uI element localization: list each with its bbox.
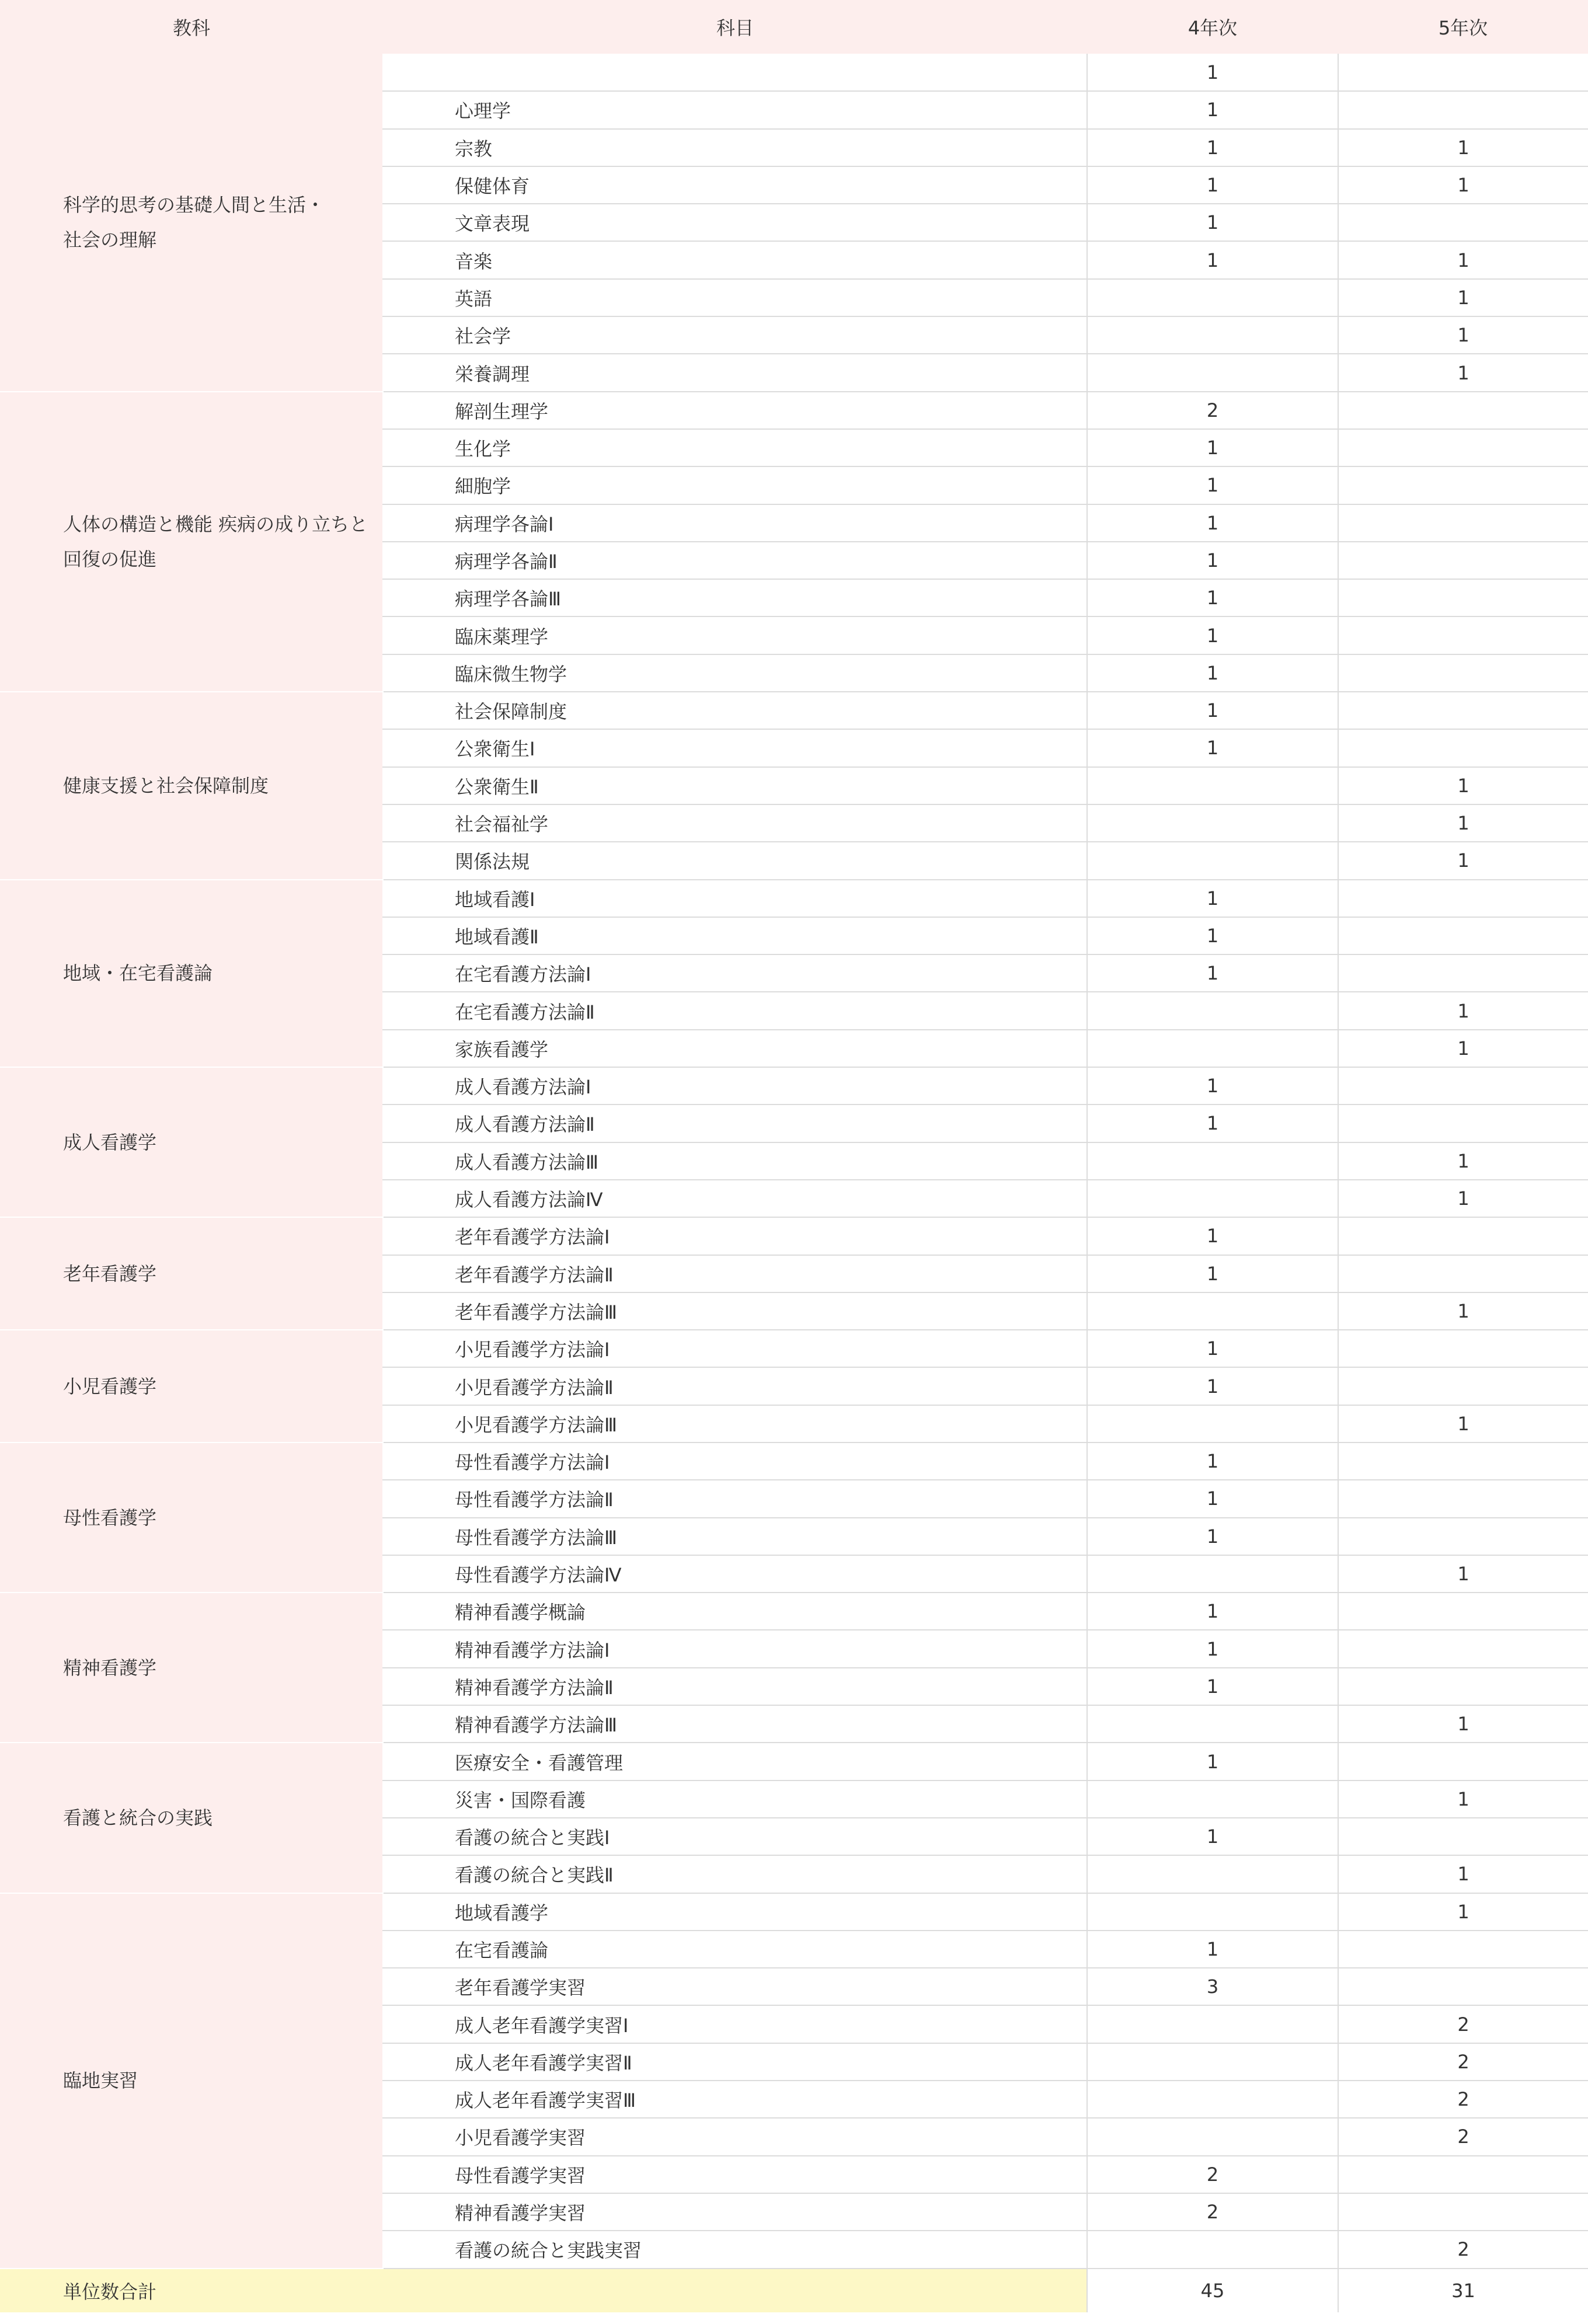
units-year5: 2 bbox=[1338, 2043, 1588, 2081]
course-name: 小児看護学方法論Ⅲ bbox=[383, 1405, 1087, 1443]
course-name: 社会保障制度 bbox=[383, 692, 1087, 729]
subject-label: 母性看護学 bbox=[63, 1506, 157, 1529]
course-name: 臨床薬理学 bbox=[383, 616, 1087, 654]
units-year5 bbox=[1338, 917, 1588, 954]
subject-label: 人体の構造と機能 疾病の成り立ちと bbox=[63, 513, 368, 535]
units-year4 bbox=[1087, 804, 1338, 842]
course-name: 地域看護Ⅰ bbox=[383, 880, 1087, 917]
units-year4: 1 bbox=[1087, 466, 1338, 504]
course-name: 母性看護学方法論Ⅲ bbox=[383, 1518, 1087, 1555]
total-row bbox=[0, 2269, 1588, 2312]
subject-label: 地域・在宅看護論 bbox=[63, 962, 213, 985]
units-year5 bbox=[1338, 466, 1588, 504]
course-name: 地域看護学 bbox=[383, 1893, 1087, 1931]
course-name: 災害・国際看護 bbox=[383, 1781, 1087, 1818]
units-year5: 1 bbox=[1338, 166, 1588, 204]
units-year4 bbox=[1087, 767, 1338, 804]
units-year4: 1 bbox=[1087, 1668, 1338, 1705]
units-year5: 1 bbox=[1338, 842, 1588, 879]
units-year5: 1 bbox=[1338, 1781, 1588, 1818]
units-year5 bbox=[1338, 204, 1588, 241]
subject-label: 科学的思考の基礎人間と生活・ bbox=[63, 193, 325, 216]
course-name: 病理学各論Ⅲ bbox=[383, 579, 1087, 616]
units-year4: 1 bbox=[1087, 241, 1338, 278]
course-name: 小児看護学方法論Ⅱ bbox=[383, 1367, 1087, 1405]
units-year5 bbox=[1338, 2193, 1588, 2231]
subject-cell bbox=[0, 1893, 383, 2269]
course-name: 精神看護学実習 bbox=[383, 2193, 1087, 2231]
subject-cell bbox=[0, 1593, 383, 1743]
units-year5: 1 bbox=[1338, 1030, 1588, 1067]
table-footer bbox=[0, 2269, 1588, 2312]
course-name: 英語 bbox=[383, 279, 1087, 316]
units-year4 bbox=[1087, 1555, 1338, 1593]
course-name: 解剖生理学 bbox=[383, 392, 1087, 429]
course-name: 生化学 bbox=[383, 429, 1087, 466]
units-year4: 1 bbox=[1087, 504, 1338, 542]
units-year4: 1 bbox=[1087, 1443, 1338, 1480]
units-year4: 1 bbox=[1087, 654, 1338, 692]
units-year5 bbox=[1338, 729, 1588, 766]
units-year5 bbox=[1338, 1330, 1588, 1367]
units-year5 bbox=[1338, 1367, 1588, 1405]
units-year4 bbox=[1087, 1142, 1338, 1180]
course-name: 老年看護学実習 bbox=[383, 1968, 1087, 2005]
units-year4: 1 bbox=[1087, 1818, 1338, 1855]
units-year4: 1 bbox=[1087, 1217, 1338, 1255]
units-year5: 1 bbox=[1338, 992, 1588, 1029]
course-name: 栄養調理 bbox=[383, 354, 1087, 391]
units-year5 bbox=[1338, 1668, 1588, 1705]
units-year5 bbox=[1338, 1255, 1588, 1292]
header-row bbox=[0, 0, 1588, 54]
units-year4: 1 bbox=[1087, 880, 1338, 917]
units-year4: 1 bbox=[1087, 429, 1338, 466]
units-year5: 1 bbox=[1338, 804, 1588, 842]
units-year5: 2 bbox=[1338, 2081, 1588, 2118]
units-year4 bbox=[1087, 1705, 1338, 1743]
course-name: 病理学各論Ⅰ bbox=[383, 504, 1087, 542]
units-year4 bbox=[1087, 1781, 1338, 1818]
units-year5 bbox=[1338, 1067, 1588, 1104]
units-year5 bbox=[1338, 504, 1588, 542]
subject-cell bbox=[0, 1330, 383, 1443]
course-name: 成人看護方法論Ⅱ bbox=[383, 1104, 1087, 1142]
units-year4: 1 bbox=[1087, 542, 1338, 579]
course-name: 看護の統合と実践Ⅱ bbox=[383, 1855, 1087, 1893]
course-name: 精神看護学方法論Ⅱ bbox=[383, 1668, 1087, 1705]
units-year4: 2 bbox=[1087, 2156, 1338, 2193]
units-year4 bbox=[1087, 2043, 1338, 2081]
units-year4 bbox=[1087, 842, 1338, 879]
subject-cell bbox=[0, 1067, 383, 1217]
units-year5: 1 bbox=[1338, 1180, 1588, 1217]
units-year4: 1 bbox=[1087, 204, 1338, 241]
subject-label: 健康支援と社会保障制度 bbox=[63, 774, 269, 797]
units-year5: 1 bbox=[1338, 767, 1588, 804]
units-year4: 1 bbox=[1087, 692, 1338, 729]
table-row bbox=[0, 1217, 1588, 1255]
course-name: 保健体育 bbox=[383, 166, 1087, 204]
units-year4 bbox=[1087, 1292, 1338, 1330]
subject-cell bbox=[0, 1743, 383, 1893]
units-year4: 1 bbox=[1087, 954, 1338, 992]
units-year5 bbox=[1338, 1217, 1588, 1255]
units-year4 bbox=[1087, 1030, 1338, 1067]
course-name: 母性看護学実習 bbox=[383, 2156, 1087, 2193]
units-year4: 3 bbox=[1087, 1968, 1338, 2005]
units-year4 bbox=[1087, 1893, 1338, 1931]
course-name: 成人老年看護学実習Ⅱ bbox=[383, 2043, 1087, 2081]
table-row bbox=[0, 1330, 1588, 1367]
table-row bbox=[0, 880, 1588, 917]
units-year4: 1 bbox=[1087, 1367, 1338, 1405]
units-year4: 1 bbox=[1087, 1743, 1338, 1780]
units-year4 bbox=[1087, 2118, 1338, 2155]
course-name: 小児看護学方法論Ⅰ bbox=[383, 1330, 1087, 1367]
subject-cell bbox=[0, 1217, 383, 1330]
subject-label: 回復の促進 bbox=[63, 548, 157, 570]
header-year4: 4年次 bbox=[1087, 0, 1338, 54]
units-year5 bbox=[1338, 1743, 1588, 1780]
course-name: 医療安全・看護管理 bbox=[383, 1743, 1087, 1780]
table-row bbox=[0, 54, 1588, 91]
units-year5: 1 bbox=[1338, 1555, 1588, 1593]
units-year4: 1 bbox=[1087, 166, 1338, 204]
units-year4 bbox=[1087, 354, 1338, 391]
units-year4 bbox=[1087, 2081, 1338, 2118]
course-name: 宗教 bbox=[383, 129, 1087, 166]
units-year5 bbox=[1338, 542, 1588, 579]
course-name: 社会福祉学 bbox=[383, 804, 1087, 842]
course-name: 地域看護Ⅱ bbox=[383, 917, 1087, 954]
total-label: 単位数合計 bbox=[0, 2269, 1087, 2312]
total-year4: 45 bbox=[1087, 2269, 1338, 2312]
units-year4: 2 bbox=[1087, 2193, 1338, 2231]
units-year5 bbox=[1338, 579, 1588, 616]
table-row bbox=[0, 1893, 1588, 1931]
course-name: 成人看護方法論Ⅳ bbox=[383, 1180, 1087, 1217]
course-name: 母性看護学方法論Ⅳ bbox=[383, 1555, 1087, 1593]
units-year5 bbox=[1338, 1931, 1588, 1968]
course-name: 成人老年看護学実習Ⅲ bbox=[383, 2081, 1087, 2118]
course-name: 音楽 bbox=[383, 241, 1087, 278]
table-row bbox=[0, 1443, 1588, 1480]
course-name: 精神看護学方法論Ⅰ bbox=[383, 1630, 1087, 1667]
units-year4 bbox=[1087, 2005, 1338, 2043]
units-year5 bbox=[1338, 392, 1588, 429]
course-name: 母性看護学方法論Ⅱ bbox=[383, 1480, 1087, 1517]
course-name: 看護の統合と実践実習 bbox=[383, 2231, 1087, 2268]
units-year5 bbox=[1338, 880, 1588, 917]
units-year5 bbox=[1338, 1480, 1588, 1517]
units-year5: 1 bbox=[1338, 316, 1588, 354]
units-year4: 1 bbox=[1087, 1593, 1338, 1630]
subject-cell bbox=[0, 1443, 383, 1593]
units-year5: 1 bbox=[1338, 1855, 1588, 1893]
units-year4: 1 bbox=[1087, 729, 1338, 766]
units-year5: 2 bbox=[1338, 2231, 1588, 2268]
subject-label: 臨地実習 bbox=[63, 2069, 138, 2092]
units-year4: 2 bbox=[1087, 392, 1338, 429]
units-year5 bbox=[1338, 692, 1588, 729]
units-year5: 2 bbox=[1338, 2118, 1588, 2155]
course-name: 在宅看護方法論Ⅰ bbox=[383, 954, 1087, 992]
table-body bbox=[0, 54, 1588, 2269]
units-year5 bbox=[1338, 429, 1588, 466]
course-name: 老年看護学方法論Ⅰ bbox=[383, 1217, 1087, 1255]
table-row bbox=[0, 1593, 1588, 1630]
units-year5 bbox=[1338, 1593, 1588, 1630]
units-year5 bbox=[1338, 1443, 1588, 1480]
units-year4: 1 bbox=[1087, 1104, 1338, 1142]
units-year4 bbox=[1087, 1855, 1338, 1893]
table-row bbox=[0, 1743, 1588, 1780]
units-year4: 1 bbox=[1087, 616, 1338, 654]
table-row bbox=[0, 692, 1588, 729]
subject-cell bbox=[0, 54, 383, 392]
units-year4: 1 bbox=[1087, 1067, 1338, 1104]
course-name: 関係法規 bbox=[383, 842, 1087, 879]
header-year5: 5年次 bbox=[1338, 0, 1588, 54]
subject-label: 成人看護学 bbox=[63, 1131, 157, 1154]
units-year4: 1 bbox=[1087, 1255, 1338, 1292]
subject-label: 老年看護学 bbox=[63, 1262, 157, 1285]
units-year5: 1 bbox=[1338, 1142, 1588, 1180]
course-name: 社会学 bbox=[383, 316, 1087, 354]
units-year5 bbox=[1338, 1968, 1588, 2005]
table-row bbox=[0, 1067, 1588, 1104]
units-year4 bbox=[1087, 316, 1338, 354]
units-year5: 1 bbox=[1338, 1292, 1588, 1330]
units-year4: 1 bbox=[1087, 1630, 1338, 1667]
header-subject: 教科 bbox=[0, 0, 383, 54]
units-year5: 1 bbox=[1338, 279, 1588, 316]
units-year5: 1 bbox=[1338, 129, 1588, 166]
course-name: 成人老年看護学実習Ⅰ bbox=[383, 2005, 1087, 2043]
units-year5 bbox=[1338, 1818, 1588, 1855]
course-name: 家族看護学 bbox=[383, 1030, 1087, 1067]
course-name: 在宅看護方法論Ⅱ bbox=[383, 992, 1087, 1029]
units-year4 bbox=[1087, 2231, 1338, 2268]
subject-cell bbox=[0, 880, 383, 1067]
units-year4: 1 bbox=[1087, 54, 1338, 91]
units-year5 bbox=[1338, 54, 1588, 91]
course-name: 在宅看護論 bbox=[383, 1931, 1087, 1968]
course-name: 公衆衛生Ⅰ bbox=[383, 729, 1087, 766]
units-year4 bbox=[1087, 1405, 1338, 1443]
units-year4 bbox=[1087, 279, 1338, 316]
units-year5 bbox=[1338, 654, 1588, 692]
course-name: 細胞学 bbox=[383, 466, 1087, 504]
units-year5 bbox=[1338, 1630, 1588, 1667]
subject-cell bbox=[0, 392, 383, 692]
units-year5: 1 bbox=[1338, 354, 1588, 391]
units-year5 bbox=[1338, 2156, 1588, 2193]
course-name: 精神看護学概論 bbox=[383, 1593, 1087, 1630]
subject-label: 社会の理解 bbox=[63, 228, 157, 251]
course-name: 老年看護学方法論Ⅲ bbox=[383, 1292, 1087, 1330]
units-year4: 1 bbox=[1087, 1931, 1338, 1968]
units-year5 bbox=[1338, 954, 1588, 992]
course-name: 成人看護方法論Ⅰ bbox=[383, 1067, 1087, 1104]
course-name: 公衆衛生Ⅱ bbox=[383, 767, 1087, 804]
units-year4: 1 bbox=[1087, 917, 1338, 954]
units-year5: 2 bbox=[1338, 2005, 1588, 2043]
course-name: 母性看護学方法論Ⅰ bbox=[383, 1443, 1087, 1480]
table-header bbox=[0, 0, 1588, 54]
course-name: 老年看護学方法論Ⅱ bbox=[383, 1255, 1087, 1292]
course-name: 小児看護学実習 bbox=[383, 2118, 1087, 2155]
subject-cell bbox=[0, 692, 383, 879]
course-name: 文章表現 bbox=[383, 204, 1087, 241]
units-year5 bbox=[1338, 1104, 1588, 1142]
course-name bbox=[383, 54, 1087, 91]
course-name: 看護の統合と実践Ⅰ bbox=[383, 1818, 1087, 1855]
course-name: 成人看護方法論Ⅲ bbox=[383, 1142, 1087, 1180]
units-year4 bbox=[1087, 1180, 1338, 1217]
subject-label: 看護と統合の実践 bbox=[63, 1806, 213, 1829]
units-year4: 1 bbox=[1087, 1518, 1338, 1555]
units-year4: 1 bbox=[1087, 1480, 1338, 1517]
units-year5: 1 bbox=[1338, 1705, 1588, 1743]
course-name: 臨床微生物学 bbox=[383, 654, 1087, 692]
units-year5: 1 bbox=[1338, 1893, 1588, 1931]
course-name: 心理学 bbox=[383, 91, 1087, 128]
units-year4: 1 bbox=[1087, 579, 1338, 616]
course-name: 病理学各論Ⅱ bbox=[383, 542, 1087, 579]
units-year5 bbox=[1338, 1518, 1588, 1555]
units-year4 bbox=[1087, 992, 1338, 1029]
units-year4: 1 bbox=[1087, 1330, 1338, 1367]
units-year4: 1 bbox=[1087, 91, 1338, 128]
course-name: 精神看護学方法論Ⅲ bbox=[383, 1705, 1087, 1743]
units-year5: 1 bbox=[1338, 241, 1588, 278]
units-year5: 1 bbox=[1338, 1405, 1588, 1443]
table-row bbox=[0, 392, 1588, 429]
subject-label: 小児看護学 bbox=[63, 1375, 157, 1398]
total-year5: 31 bbox=[1338, 2269, 1588, 2312]
subject-label: 精神看護学 bbox=[63, 1656, 157, 1679]
header-course: 科目 bbox=[383, 0, 1087, 54]
units-year4: 1 bbox=[1087, 129, 1338, 166]
units-year5 bbox=[1338, 91, 1588, 128]
units-year5 bbox=[1338, 616, 1588, 654]
